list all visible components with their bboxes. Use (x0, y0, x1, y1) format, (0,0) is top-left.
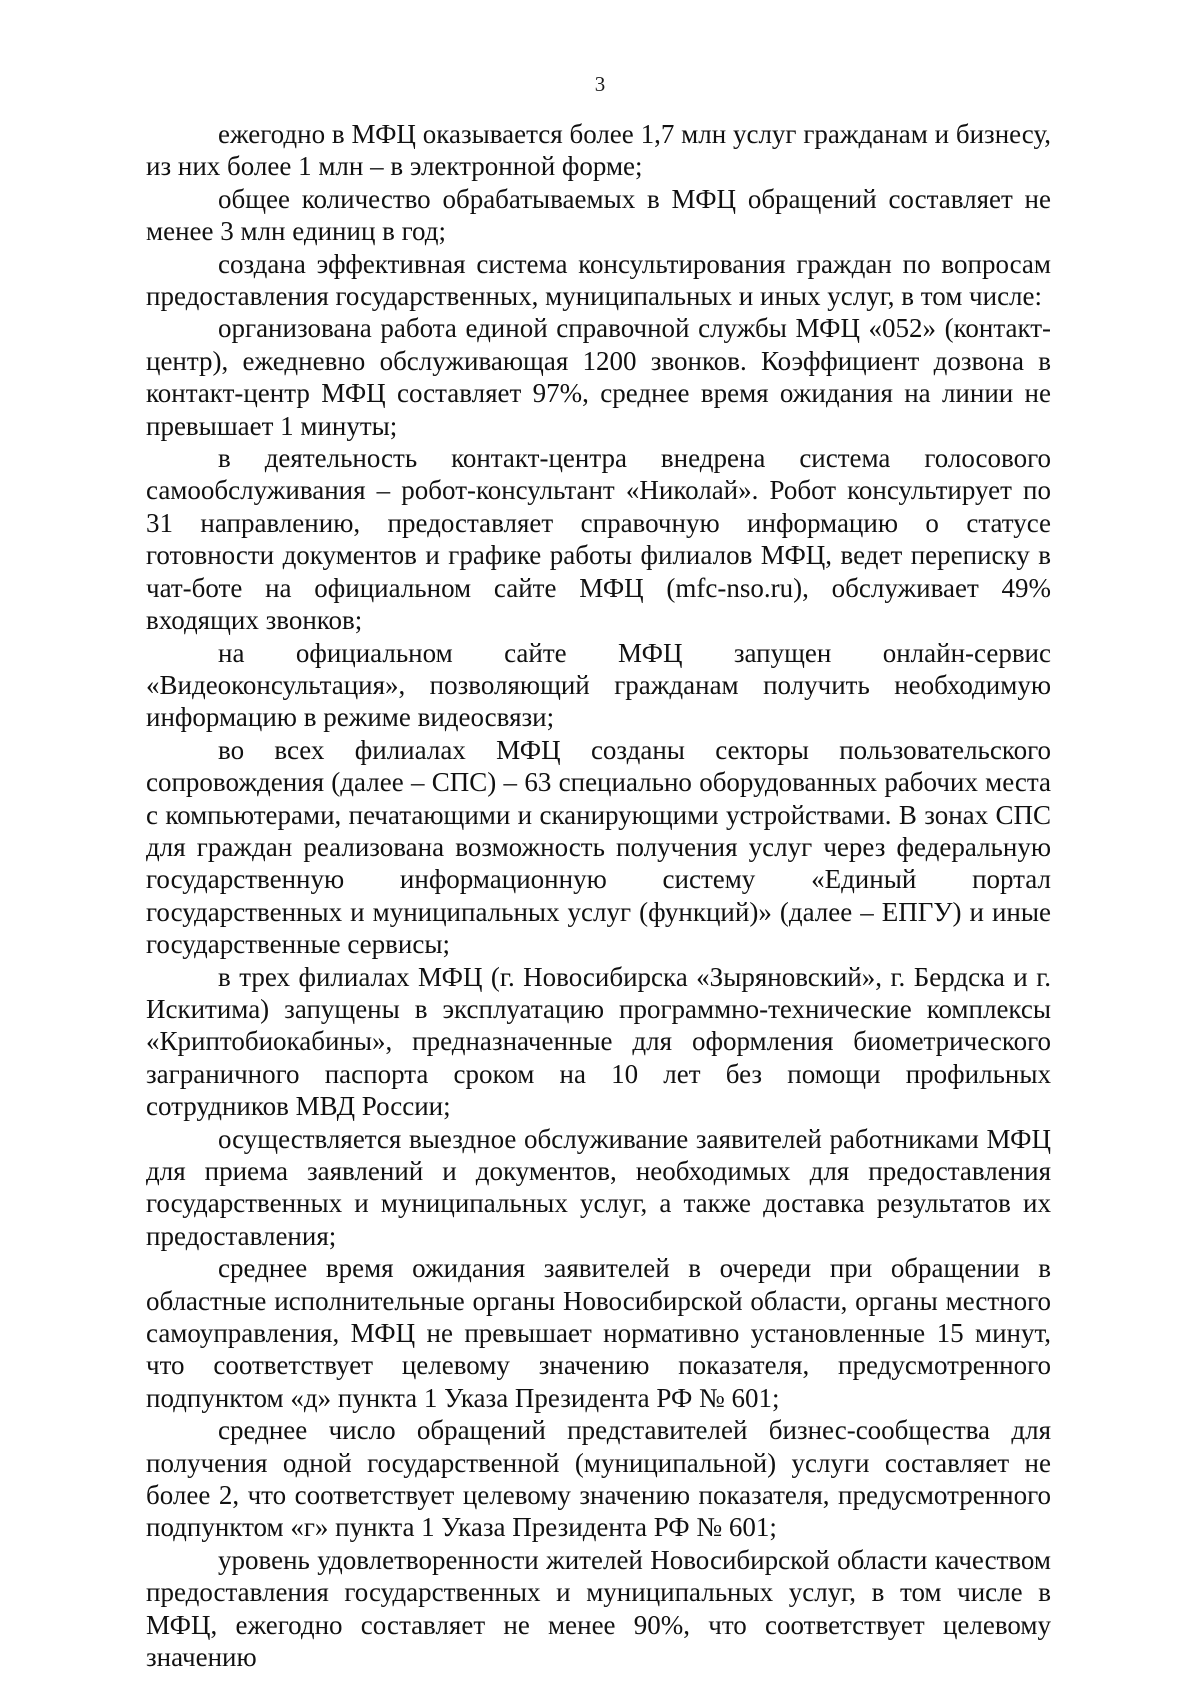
paragraph: осуществляется выездное обслуживание заявителей работниками МФЦ для приема заявлений и документов, необходимых для предоставления государственных и муниципальных услуг, а также доставка результатов их предоставления; (146, 1123, 1051, 1251)
paragraph: среднее число обращений представителей бизнес-сообщества для получения одной государственной (муниципальной) услуги составляет не более 2, что соответствует целевому значению показателя, предусмотренного подпунктом «г» пункта 1 Указа Президента РФ № 601; (146, 1415, 1051, 1543)
paragraph: среднее время ожидания заявителей в очереди при обращении в областные исполнительные органы Новосибирской области, органы местного самоуправления, МФЦ не превышает нормативно установленные 15 минут, что соответствует целевому значению показателя, предусмотренного подпунктом «д» пункта 1 Указа Президента РФ № 601; (146, 1253, 1051, 1413)
paragraph: организована работа единой справочной службы МФЦ «052» (контакт-центр), ежедневно обслуживающая 1200 звонков. Коэффициент дозвона в контакт-центр МФЦ составляет 97%, среднее время ожидания на линии не превышает 1 минуты; (146, 313, 1051, 441)
document-body (146, 118, 1051, 1674)
paragraph: в деятельность контакт-центра внедрена система голосового самообслуживания – робот-консультант «Николай». Робот консультирует по 31 направлению, предоставляет справочную информацию о статусе готовности документов и графике работы филиалов МФЦ, ведет переписку в чат-боте на официальном сайте МФЦ (mfc-nso.ru), обслуживает 49% входящих звонков; (146, 443, 1051, 636)
paragraph: уровень удовлетворенности жителей Новосибирской области качеством предоставления государственных и муниципальных услуг, в том числе в МФЦ, ежегодно составляет не менее 90%, что соответствует целевому значению (146, 1544, 1051, 1673)
paragraph: во всех филиалах МФЦ созданы секторы пользовательского сопровождения (далее – СПС) – 63 специально оборудованных рабочих места с компьютерами, печатающими и сканирующими устройствами. В зонах СПС для граждан реализована возможность получения услуг через федеральную государственную информационную систему «Единый портал государственных и муниципальных услуг (функций)» (далее – ЕПГУ) и иные государственные сервисы; (146, 734, 1051, 960)
page-number: 3 (594, 72, 606, 96)
paragraph: общее количество обрабатываемых в МФЦ обращений составляет не менее 3 млн единиц в год; (146, 183, 1051, 247)
paragraph: на официальном сайте МФЦ запущен онлайн-сервис «Видеоконсультация», позволяющий гражданам получить необходимую информацию в режиме видеосвязи; (146, 637, 1051, 733)
paragraph: в трех филиалах МФЦ (г. Новосибирска «Зыряновский», г. Бердска и г. Искитима) запущены в эксплуатацию программно-технические комплексы «Криптобиокабины», предназначенные для оформления биометрического заграничного паспорта сроком на 10 лет без помощи профильных сотрудников МВД России; (146, 961, 1051, 1122)
paragraph: ежегодно в МФЦ оказывается более 1,7 млн услуг гражданам и бизнесу, из них более 1 млн – в электронной форме; (146, 119, 1051, 182)
paragraph: создана эффективная система консультирования граждан по вопросам предоставления государственных, муниципальных и иных услуг, в том числе: (146, 248, 1051, 312)
